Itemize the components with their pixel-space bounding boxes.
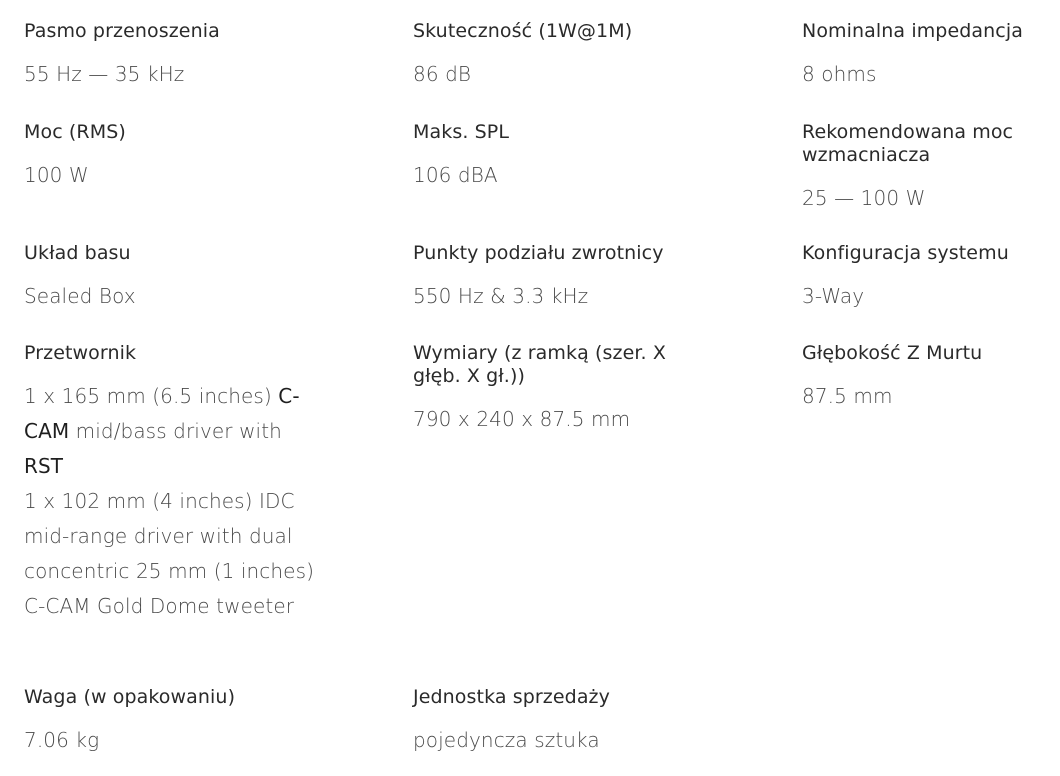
- spec-value: 3-Way: [802, 284, 865, 308]
- spec-label: Punkty podziału zwrotnicy: [413, 242, 664, 264]
- spec-value: 100 W: [24, 163, 89, 187]
- spec-system-configuration: [802, 242, 1052, 342]
- spec-max-spl: [413, 121, 802, 242]
- spec-value: pojedyncza sztuka: [413, 728, 600, 752]
- spec-dimensions: [413, 342, 802, 686]
- spec-label: Maks. SPL: [413, 121, 510, 143]
- spec-mounting-depth: [802, 342, 1052, 686]
- spec-value: 25 — 100 W: [802, 186, 926, 210]
- spec-bass-alignment: [24, 242, 413, 342]
- spec-label: Przetwornik: [24, 342, 137, 364]
- spec-crossover-points: [413, 242, 802, 342]
- spec-label: Jednostka sprzedaży: [413, 686, 610, 708]
- driver-text-strong: RST: [24, 454, 64, 478]
- spec-label: Skuteczność (1W@1M): [413, 20, 633, 42]
- spec-value: 7.06 kg: [24, 728, 100, 752]
- driver-text: 1 x 165 mm (6.5 inches): [24, 384, 279, 408]
- spec-power-rms: [24, 121, 413, 242]
- spec-label: Wymiary (z ramką (szer. X głęb. X gł.)): [413, 342, 666, 387]
- driver-text-strong: C-CAM: [24, 384, 300, 443]
- spec-weight: [24, 686, 413, 766]
- spec-value: 550 Hz & 3.3 kHz: [413, 284, 589, 308]
- spec-frequency-response: [24, 20, 413, 121]
- driver-text: 1 x 102 mm (4 inches) IDC mid-range driver with dual concentric 25 mm (1 inches) C-CAM Gold Dome tweeter: [24, 489, 315, 618]
- spec-label: Nominalna impedancja: [802, 20, 1023, 42]
- spec-value: 790 x 240 x 87.5 mm: [413, 407, 631, 431]
- spec-sales-unit: [413, 686, 802, 766]
- spec-value: [24, 379, 314, 624]
- spec-drivers: [24, 342, 413, 686]
- spec-empty-cell: [802, 686, 1052, 766]
- spec-label: Rekomendowana moc wzmacniacza: [802, 121, 1014, 166]
- spec-value: 8 ohms: [802, 62, 877, 86]
- spec-value: 87.5 mm: [802, 384, 893, 408]
- spec-label: Waga (w opakowaniu): [24, 686, 236, 708]
- spec-value: 86 dB: [413, 62, 472, 86]
- spec-value: 106 dBA: [413, 163, 498, 187]
- driver-text: mid/bass driver with: [69, 419, 282, 443]
- spec-value: Sealed Box: [24, 284, 136, 308]
- spec-label: Moc (RMS): [24, 121, 126, 143]
- spec-label: Układ basu: [24, 242, 131, 264]
- spec-label: Głębokość Z Murtu: [802, 342, 983, 364]
- spec-label: Pasmo przenoszenia: [24, 20, 220, 42]
- spec-label: Konfiguracja systemu: [802, 242, 1009, 264]
- spec-recommended-amplifier-power: [802, 121, 1052, 242]
- specifications-grid: [24, 20, 1054, 766]
- spec-nominal-impedance: [802, 20, 1052, 121]
- spec-sensitivity: [413, 20, 802, 121]
- spec-value: 55 Hz — 35 kHz: [24, 62, 185, 86]
